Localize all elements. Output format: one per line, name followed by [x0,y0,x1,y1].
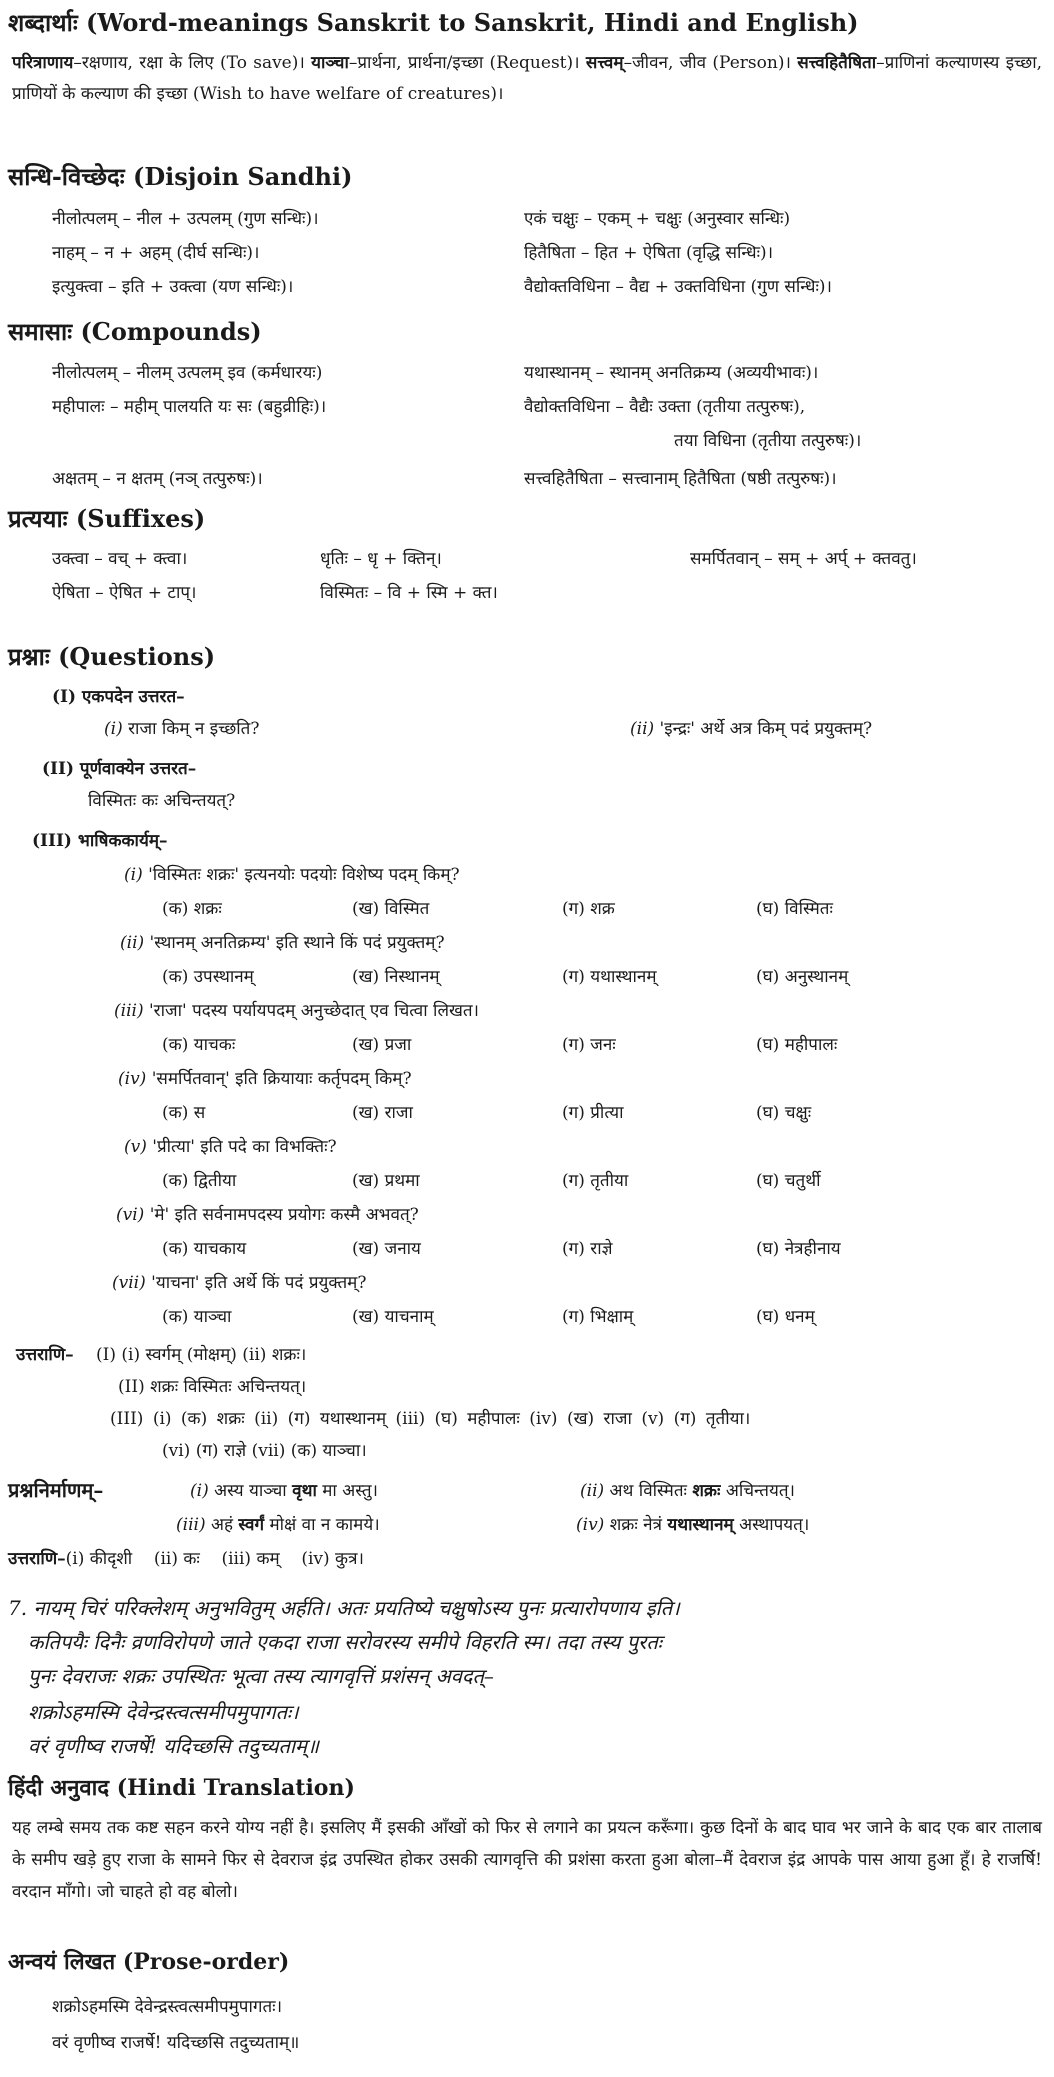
mcq-option: (ग) भिक्षाम् [562,1307,634,1327]
construct-item [176,1512,380,1535]
sandhi-row-right: हितैषिता – हित + ऐषिता (वृद्धि सन्धिः)। [524,243,774,263]
item-text: अस्य याञ्चा [214,1481,293,1501]
verse-line: वरं वृणीष्व राजर्षे! यदिच्छसि तदुच्यताम्॥ [28,1734,319,1758]
sandhi-row-left: नीलोत्पलम् – नील + उत्पलम् (गुण सन्धिः)। [52,209,319,229]
samasa-row-right: यथास्थानम् – स्थानम् अनतिक्रम्य (अव्ययीभावः)। [524,363,819,383]
item-text: शक्रः नेत्रं [609,1515,668,1535]
section-label: (II) पूर्णवाक्येन उत्तरत– [42,759,197,779]
term: परित्राणाय [12,53,74,73]
item-number: (ii) [580,1481,605,1501]
construct-item [580,1478,795,1501]
samasa-heading [8,315,262,348]
question-text: विस्मितः कः अचिन्तयत्? [88,791,236,811]
suffix-cell: उक्त्वा – वच् + क्त्वा। [52,549,188,569]
answer: (i) कीदृशी [65,1549,133,1569]
prose-order-line: शक्रोऽहमस्मि देवेन्द्रस्त्वत्समीपमुपागतः। [52,1997,283,2017]
suffix-cell: समर्पितवान् – सम् + अर्प् + क्तवतु। [690,549,917,569]
heading-english: (Hindi Translation) [116,1775,355,1801]
mcq-question [124,862,460,885]
mcq-question [112,1270,366,1293]
mcq-option: (घ) नेत्रहीनाय [756,1239,841,1259]
section-label: (III) भाषिककार्यम्– [32,831,168,851]
question-text: 'इन्द्रः' अर्थे अत्र किम् पदं प्रयुक्तम्? [659,719,873,739]
item-text: अस्थापयत्। [733,1515,810,1535]
construct-answers [8,1546,364,1569]
answer: (iii) कम् [221,1549,280,1569]
item-text: अचिन्तयत्। [720,1481,795,1501]
prose-order-heading [8,1946,289,1976]
passage-line: पुनः देवराजः शक्रः उपस्थितः भूत्वा तस्य त्यागवृत्तिं प्रशंसन् अवदत्– [28,1664,494,1688]
term: सत्त्वम् [585,53,624,73]
question-number: (vii) [112,1273,146,1293]
mcq-option: (ख) जनाय [352,1239,421,1259]
mcq-option: (ग) जनः [562,1035,616,1055]
answers-label: उत्तराणि– [8,1549,66,1569]
mcq-option: (क) स [162,1103,206,1123]
question-text: 'याचना' इति अर्थे किं पदं प्रयुक्तम्? [151,1273,367,1293]
question-number: (ii) [630,719,655,739]
mcq-option: (घ) विस्मितः [756,899,833,919]
item-number: (iii) [176,1515,206,1535]
question-text: 'समर्पितवान्' इति क्रियायाः कर्तृपदम् किम्? [151,1069,412,1089]
answer-line: (III) (i) (क) शक्रः (ii) (ग) यथास्थानम् (iii) (घ) महीपालः (iv) (ख) राजा (v) (ग) तृतीया। [110,1409,751,1429]
term: सत्त्वहितैषिता [797,53,877,73]
highlighted-word: यथास्थानम् [667,1515,734,1535]
mcq-option: (क) याचकाय [162,1239,247,1259]
heading-hindi: प्रत्ययाः [8,504,68,533]
mcq-question [116,1202,419,1225]
mcq-question [114,998,479,1021]
heading-english: (Compounds) [80,317,262,346]
heading-hindi: हिंदी अनुवाद [8,1775,110,1801]
mcq-option: (ग) तृतीया [562,1171,629,1191]
heading-hindi: अन्वयं लिखत [8,1949,116,1975]
questions-heading [8,640,215,673]
heading-english: (Word-meanings Sanskrit to Sanskrit, Hindi and English) [86,8,859,37]
mcq-option: (ग) राज्ञे [562,1239,613,1259]
question-number: (v) [124,1137,147,1157]
suffix-cell: ऐषिता – ऐषित + टाप्। [52,583,197,603]
pratyaya-heading [8,502,205,535]
section-label: (I) एकपदेन उत्तरत– [52,687,185,707]
mcq-option: (क) याञ्चा [162,1307,232,1327]
sandhi-heading [8,160,352,193]
mcq-option: (क) द्वितीया [162,1171,237,1191]
suffix-cell: विस्मितः – वि + स्मि + क्त। [320,583,498,603]
prose-order-line: वरं वृणीष्व राजर्षे! यदिच्छसि तदुच्यताम्॥ [52,2033,300,2053]
mcq-question [120,930,445,953]
item-number: (i) [190,1481,209,1501]
answers-label: उत्तराणि– [16,1345,74,1365]
item-text: अहं [210,1515,239,1535]
mcq-option: (घ) चतुर्थी [756,1171,821,1191]
mcq-question [124,1134,337,1157]
answer: (ii) कः [153,1549,200,1569]
question-number: (i) [104,719,123,739]
highlighted-word: स्वर्गं [238,1515,265,1535]
mcq-option: (ख) याचनाम् [352,1307,434,1327]
answer-line: (I) (i) स्वर्गम् (मोक्षम्) (ii) शक्रः। [96,1345,307,1365]
passage-line [8,1594,680,1621]
meaning: –प्रार्थना, प्रार्थना/इच्छा (Request)। [348,53,580,73]
mcq-option: (घ) अनुस्थानम् [756,967,849,987]
highlighted-word: शक्रः [692,1481,721,1501]
construct-item [576,1512,809,1535]
hindi-translation-text: यह लम्बे समय तक कष्ट सहन करने योग्य नहीं है। इसलिए मैं इसकी आँखों को फिर से लगाने का प्रयत्न करूँगा। कुछ दिनों के बाद घाव भर जाने के बाद एक बार तालाब के समीप खड़े हुए राजा के सामने फिर से देवराज इंद्र उपस्थित होकर उसकी त्यागवृत्ति की प्रशंसा करता हुआ बोला–मैं देवराज इंद्र आपके पास आया हुआ हूँ। हे राजर्षि! वरदान माँगो। जो चाहते हो वह बोलो। [12,1818,1042,1902]
question [630,716,872,739]
mcq-option: (ख) निस्थानम् [352,967,440,987]
samasa-row-right: वैद्योक्तविधिना – वैद्यैः उक्ता (तृतीया तत्पुरुषः), [524,397,806,417]
suffix-cell: धृतिः – धृ + क्तिन्। [320,549,442,569]
heading-english: (Questions) [58,642,216,671]
construct-item [190,1478,378,1501]
question-number: (iii) [114,1001,144,1021]
mcq-option: (ख) राजा [352,1103,413,1123]
question-text: 'प्रीत्या' इति पदे का विभक्तिः? [152,1137,337,1157]
question-number: (vi) [116,1205,145,1225]
meaning: –प्राणिनां कल्याणस्य इच्छा, प्राणियों के कल्याण की इच्छा (Wish to have welfare of creatures)। [12,53,1043,104]
item-number: (iv) [576,1515,605,1535]
highlighted-word: वृथा [292,1481,317,1501]
mcq-option: (क) शक्रः [162,899,222,919]
hindi-translation-heading [8,1772,355,1802]
passage-line: कतिपयैः दिनैः व्रणविरोपणे जाते एकदा राजा सरोवरस्य समीपे विहरति स्म। तदा तस्य पुरतः [28,1630,662,1654]
item-text: अथ विस्मितः [609,1481,693,1501]
meaning: –रक्षणाय, रक्षा के लिए (To save)। [73,53,305,73]
mcq-option: (ख) प्रथमा [352,1171,420,1191]
question-text: राजा किम् न इच्छति? [128,719,260,739]
mcq-option: (ग) यथास्थानम् [562,967,657,987]
heading-hindi: शब्दार्थाः [8,8,78,37]
sandhi-row-left: नाहम् – न + अहम् (दीर्घ सन्धिः)। [52,243,260,263]
samasa-row-left: महीपालः – महीम् पालयति यः सः (बहुव्रीहिः)। [52,397,327,417]
mcq-option: (क) उपस्थानम् [162,967,254,987]
mcq-option: (घ) महीपालः [756,1035,838,1055]
mcq-option: (ग) प्रीत्या [562,1103,624,1123]
answer: (iv) कुत्र। [301,1549,364,1569]
question-number: (iv) [118,1069,147,1089]
mcq-option: (घ) चक्षुः [756,1103,812,1123]
question-text: 'मे' इति सर्वनामपदस्य प्रयोगः कस्मै अभवत्? [149,1205,419,1225]
mcq-question [118,1066,412,1089]
samasa-row-right: तया विधिना (तृतीया तत्पुरुषः)। [674,431,862,451]
passage-number: 7. [8,1596,28,1620]
answer-line: (II) शक्रः विस्मितः अचिन्तयत्। [118,1377,307,1397]
question-number: (ii) [120,933,145,953]
mcq-option: (ख) प्रजा [352,1035,412,1055]
question [104,716,259,739]
sandhi-row-left: इत्युक्त्वा – इति + उक्त्वा (यण सन्धिः)। [52,277,294,297]
samasa-row-left: नीलोत्पलम् – नीलम् उत्पलम् इव (कर्मधारयः) [52,363,323,383]
mcq-option: (ग) शक्र [562,899,615,919]
meaning: –जीवन, जीव (Person)। [623,53,791,73]
sandhi-row-right: वैद्योक्तविधिना – वैद्य + उक्तविधिना (गुण सन्धिः)। [524,277,832,297]
heading-hindi: समासाः [8,317,73,346]
prashna-nirmanam-label: प्रश्ननिर्माणम्– [8,1478,104,1502]
heading-english: (Disjoin Sandhi) [132,162,353,191]
mcq-option: (घ) धनम् [756,1307,815,1327]
word-meanings-heading [8,6,859,39]
mcq-option: (क) याचकः [162,1035,236,1055]
question-number: (i) [124,865,143,885]
item-text: मोक्षं वा न कामये। [264,1515,380,1535]
heading-english: (Suffixes) [75,504,206,533]
heading-hindi: सन्धि-विच्छेदः [8,162,125,191]
samasa-row-left: अक्षतम् – न क्षतम् (नञ् तत्पुरुषः)। [52,469,263,489]
question-text: 'स्थानम् अनतिक्रम्य' इति स्थाने किं पदं प्रयुक्तम्? [149,933,445,953]
verse-line: शक्रोऽहमस्मि देवेन्द्रस्त्वत्समीपमुपागतः। [28,1700,299,1724]
heading-hindi: प्रश्नाः [8,642,50,671]
answer-line: (vi) (ग) राज्ञे (vii) (क) याञ्चा। [162,1441,367,1461]
question-text: 'विस्मितः शक्रः' इत्यनयोः पदयोः विशेष्य पदम् किम्? [148,865,460,885]
samasa-row-right: सत्त्वहितैषिता – सत्त्वानाम् हितैषिता (षष्ठी तत्पुरुषः)। [524,469,837,489]
heading-english: (Prose-order) [122,1949,290,1975]
sandhi-row-right: एकं चक्षुः – एकम् + चक्षुः (अनुस्वार सन्धिः) [524,209,791,229]
term: याञ्चा [311,53,349,73]
item-text: मा अस्तु। [316,1481,378,1501]
passage-text: नायम् चिरं परिक्लेशम् अनुभवितुम् अर्हति। अतः प्रयतिष्ये चक्षुषोऽस्य पुनः प्रत्यारोपणाय इति। [33,1596,680,1620]
word-meanings-text [12,48,1042,110]
question-text: 'राजा' पदस्य पर्यायपदम् अनुच्छेदात् एव चित्वा लिखत। [148,1001,480,1021]
mcq-option: (ख) विस्मित [352,899,430,919]
